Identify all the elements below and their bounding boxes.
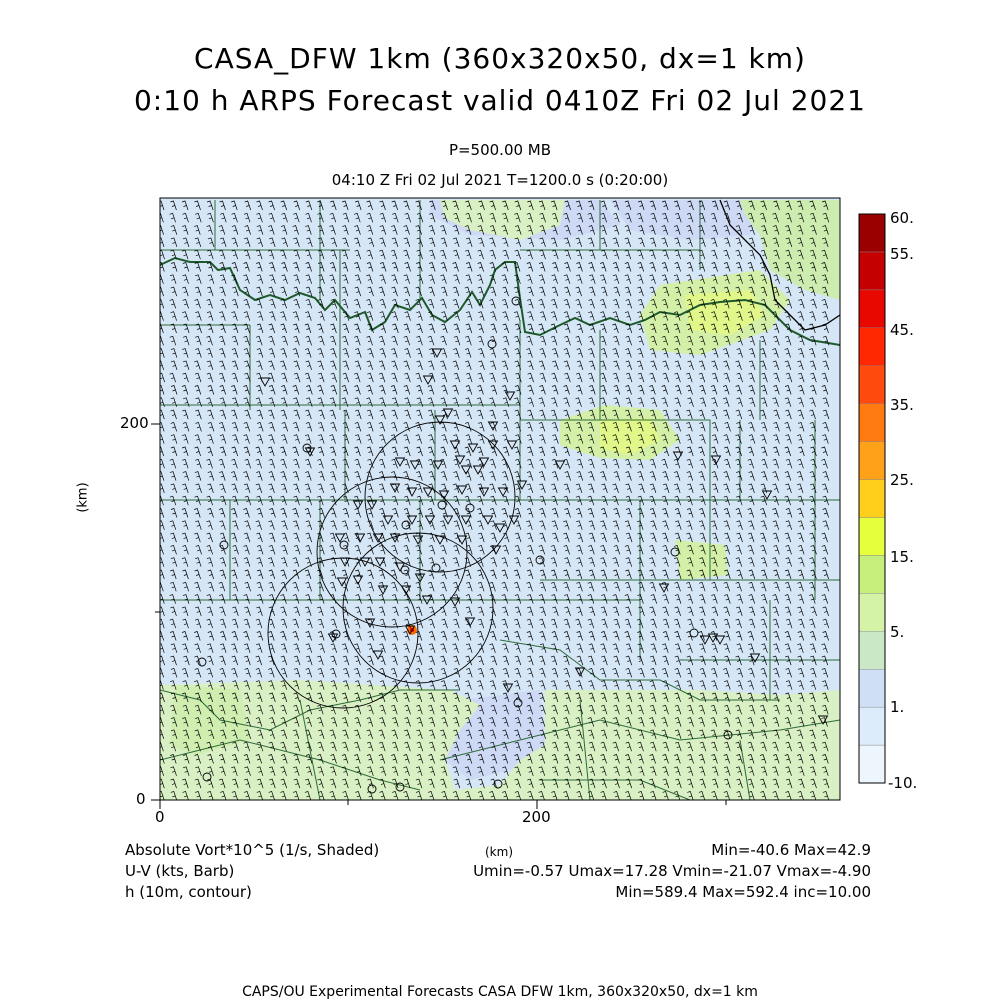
x-tick-label: 0 — [155, 808, 165, 826]
colorbar-swatch — [859, 214, 885, 252]
y-tick-label: 0 — [136, 790, 146, 808]
colorbar-label: 60. — [890, 209, 914, 227]
colorbar-swatch — [859, 593, 885, 631]
colorbar-swatch — [859, 631, 885, 669]
barb-variable-label: U-V (kts, Barb) — [125, 862, 235, 880]
colorbar — [859, 214, 885, 783]
x-axis-label: (km) — [485, 845, 514, 859]
shading-variable-label: Absolute Vort*10^5 (1/s, Shaded) — [125, 841, 380, 859]
y-tick-label: 200 — [120, 414, 149, 432]
colorbar-label: -10. — [888, 774, 918, 792]
colorbar-label: 55. — [890, 245, 914, 263]
barb-min-max: Umin=-0.57 Umax=17.28 Vmin=-21.07 Vmax=-4.90 — [473, 862, 871, 880]
y-axis-label: (km) — [75, 482, 91, 513]
colorbar-swatch — [859, 669, 885, 707]
colorbar-swatch — [859, 404, 885, 442]
colorbar-swatch — [859, 328, 885, 366]
valid-time-label: 04:10 Z Fri 02 Jul 2021 T=1200.0 s (0:20:00) — [331, 171, 669, 189]
colorbar-label: 5. — [890, 623, 905, 641]
colorbar-swatch — [859, 290, 885, 328]
chart-title-line2: 0:10 h ARPS Forecast valid 0410Z Fri 02 Jul 2021 — [133, 84, 866, 117]
colorbar-swatch — [859, 480, 885, 518]
colorbar-swatch — [859, 252, 885, 290]
pressure-level-label: P=500.00 MB — [448, 141, 552, 159]
vorticity-map — [157, 198, 840, 800]
shading-min-max: Min=-40.6 Max=42.9 — [711, 841, 871, 859]
colorbar-swatch — [859, 745, 885, 783]
colorbar-label: 1. — [890, 698, 905, 716]
contour-min-max: Min=589.4 Max=592.4 inc=10.00 — [615, 883, 871, 901]
colorbar-label: 25. — [890, 471, 914, 489]
colorbar-label: 15. — [890, 548, 914, 566]
colorbar-swatch — [859, 555, 885, 593]
colorbar-label: 45. — [890, 321, 914, 339]
colorbar-swatch — [859, 707, 885, 745]
x-tick-label: 200 — [522, 808, 551, 826]
colorbar-swatch — [859, 366, 885, 404]
footer-credit: CAPS/OU Experimental Forecasts CASA DFW 1km, 360x320x50, dx=1 km — [242, 984, 758, 1000]
colorbar-swatch — [859, 517, 885, 555]
contour-variable-label: h (10m, contour) — [125, 883, 252, 901]
colorbar-label: 35. — [890, 396, 914, 414]
chart-title-line1: CASA_DFW 1km (360x320x50, dx=1 km) — [194, 42, 806, 75]
colorbar-swatch — [859, 442, 885, 480]
